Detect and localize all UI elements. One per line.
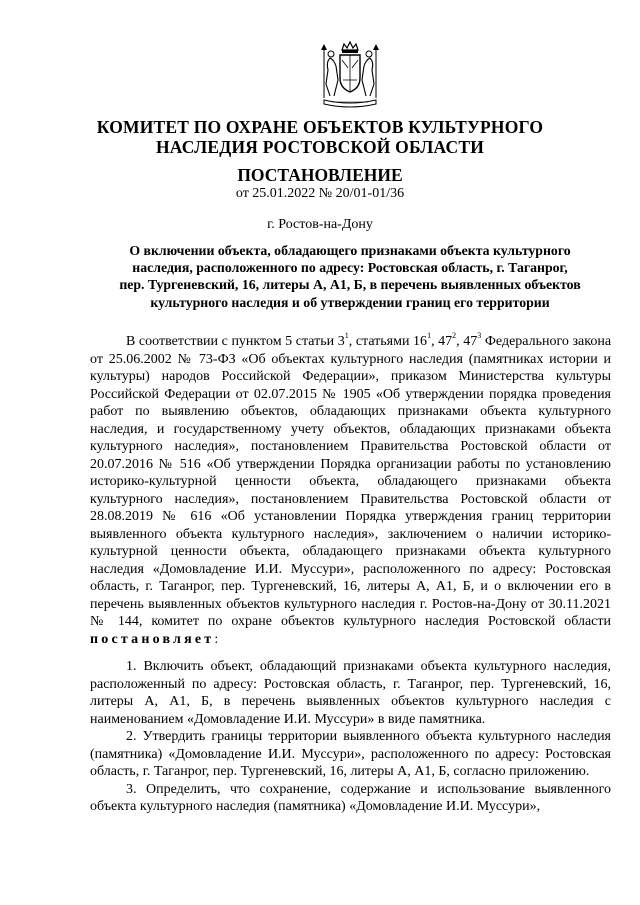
- subject-line-3: пер. Тургеневский, 16, литеры А, А1, Б, в перечень выявленных объектов: [119, 277, 581, 293]
- document-city: г. Ростов-на-Дону: [267, 217, 373, 232]
- issuing-authority: [0, 117, 640, 157]
- preamble-section: [90, 333, 611, 648]
- superscript-4: 3: [477, 331, 482, 341]
- list-item: 1. Включить объект, обладающий признаками объекта культурного наследия, расположенный по адресу: Ростовская область, г. Таганрог, пер. Тургеневский, 16, литеры А, А1, Б, в перечень выявленных объектов культурного наследия с наименованием «Домовладение И.И. Муссури» в виде памятника.: [90, 659, 611, 727]
- preamble-text-5: Федерального закона от 25.06.2002 № 73-ФЗ «Об объектах культурного наследия (памятниках истории и культуры) народов Российской Федерации», приказом Министерства культуры Российской Федерации от 02.07.2015 № 1905 «Об утверждении порядка проведения работ по выявлению объектов, обладающих признаками объекта культурного наследия, и государственному учету объектов, обладающих признаками объекта культурного наследия», постановлением Правительства Ростовской области от 20.07.2016 № 516 «Об утверждении Порядка организации работы по установлению историко-культурной ценности объекта, обладающего признаками объекта культурного наследия», постановлением Правительства Ростовской области от 28.08.2019 № 616 «Об установлении Порядка утверждения границ территории выявленного объекта культурного наследия», заключением о наличии историко-культурной ценности объекта, обладающего признаками объекта культурного наследия «Домовладение И.И. Муссури», расположенного по адресу: Ростовская область, г. Таганрог, пер. Тургеневский, 16, литеры А, А1, Б, и о включении его в перечень выявленных объектов культурного наследия г. Ростов-на-Дону от 30.11.2021 № 144, комитет по охране объектов культурного наследия Ростовской области: [90, 334, 612, 629]
- preamble-text-4: , 47: [456, 334, 478, 349]
- subject-line-4: культурного наследия и об утверждении границ его территории: [150, 294, 550, 310]
- preamble-text-1: В соответствии с пунктом 5 статьи 3: [126, 334, 345, 349]
- preamble-paragraph: [90, 333, 611, 648]
- document-type: ПОСТАНОВЛЕНИЕ: [237, 165, 403, 185]
- decree-word: постановляет: [90, 631, 215, 647]
- superscript-2: 1: [427, 331, 432, 341]
- list-item: 3. Определить, что сохранение, содержание и использование выявленного объекта культурного наследия (памятника) «Домовладение И.И. Муссури»,: [90, 781, 611, 814]
- coat-of-arms-icon: [318, 40, 382, 112]
- document-number-date: от 25.01.2022 № 20/01-01/36: [235, 186, 405, 201]
- subject-line-1: О включении объекта, обладающего признаками объекта культурного: [129, 243, 571, 258]
- superscript-1: 1: [344, 331, 349, 341]
- preamble-text-3: , 47: [431, 334, 453, 349]
- operative-section: [90, 658, 611, 816]
- decree-colon: :: [214, 631, 219, 647]
- list-item: 2. Утвердить границы территории выявленного объекта культурного наследия (памятника) «Домовладение И.И. Муссури», расположенного по адресу: Ростовская область, г. Таганрог, пер. Тургеневский, 16, литеры А, А1, Б, согласно приложению.: [90, 729, 611, 779]
- authority-line-2: НАСЛЕДИЯ РОСТОВСКОЙ ОБЛАСТИ: [155, 137, 485, 157]
- document-subject: [90, 242, 610, 311]
- superscript-3: 2: [452, 331, 457, 341]
- subject-line-2: наследия, расположенного по адресу: Ростовская область, г. Таганрог,: [132, 260, 568, 276]
- preamble-text-2: , статьями 16: [348, 334, 428, 349]
- authority-line-1: КОМИТЕТ ПО ОХРАНЕ ОБЪЕКТОВ КУЛЬТУРНОГО: [96, 117, 544, 137]
